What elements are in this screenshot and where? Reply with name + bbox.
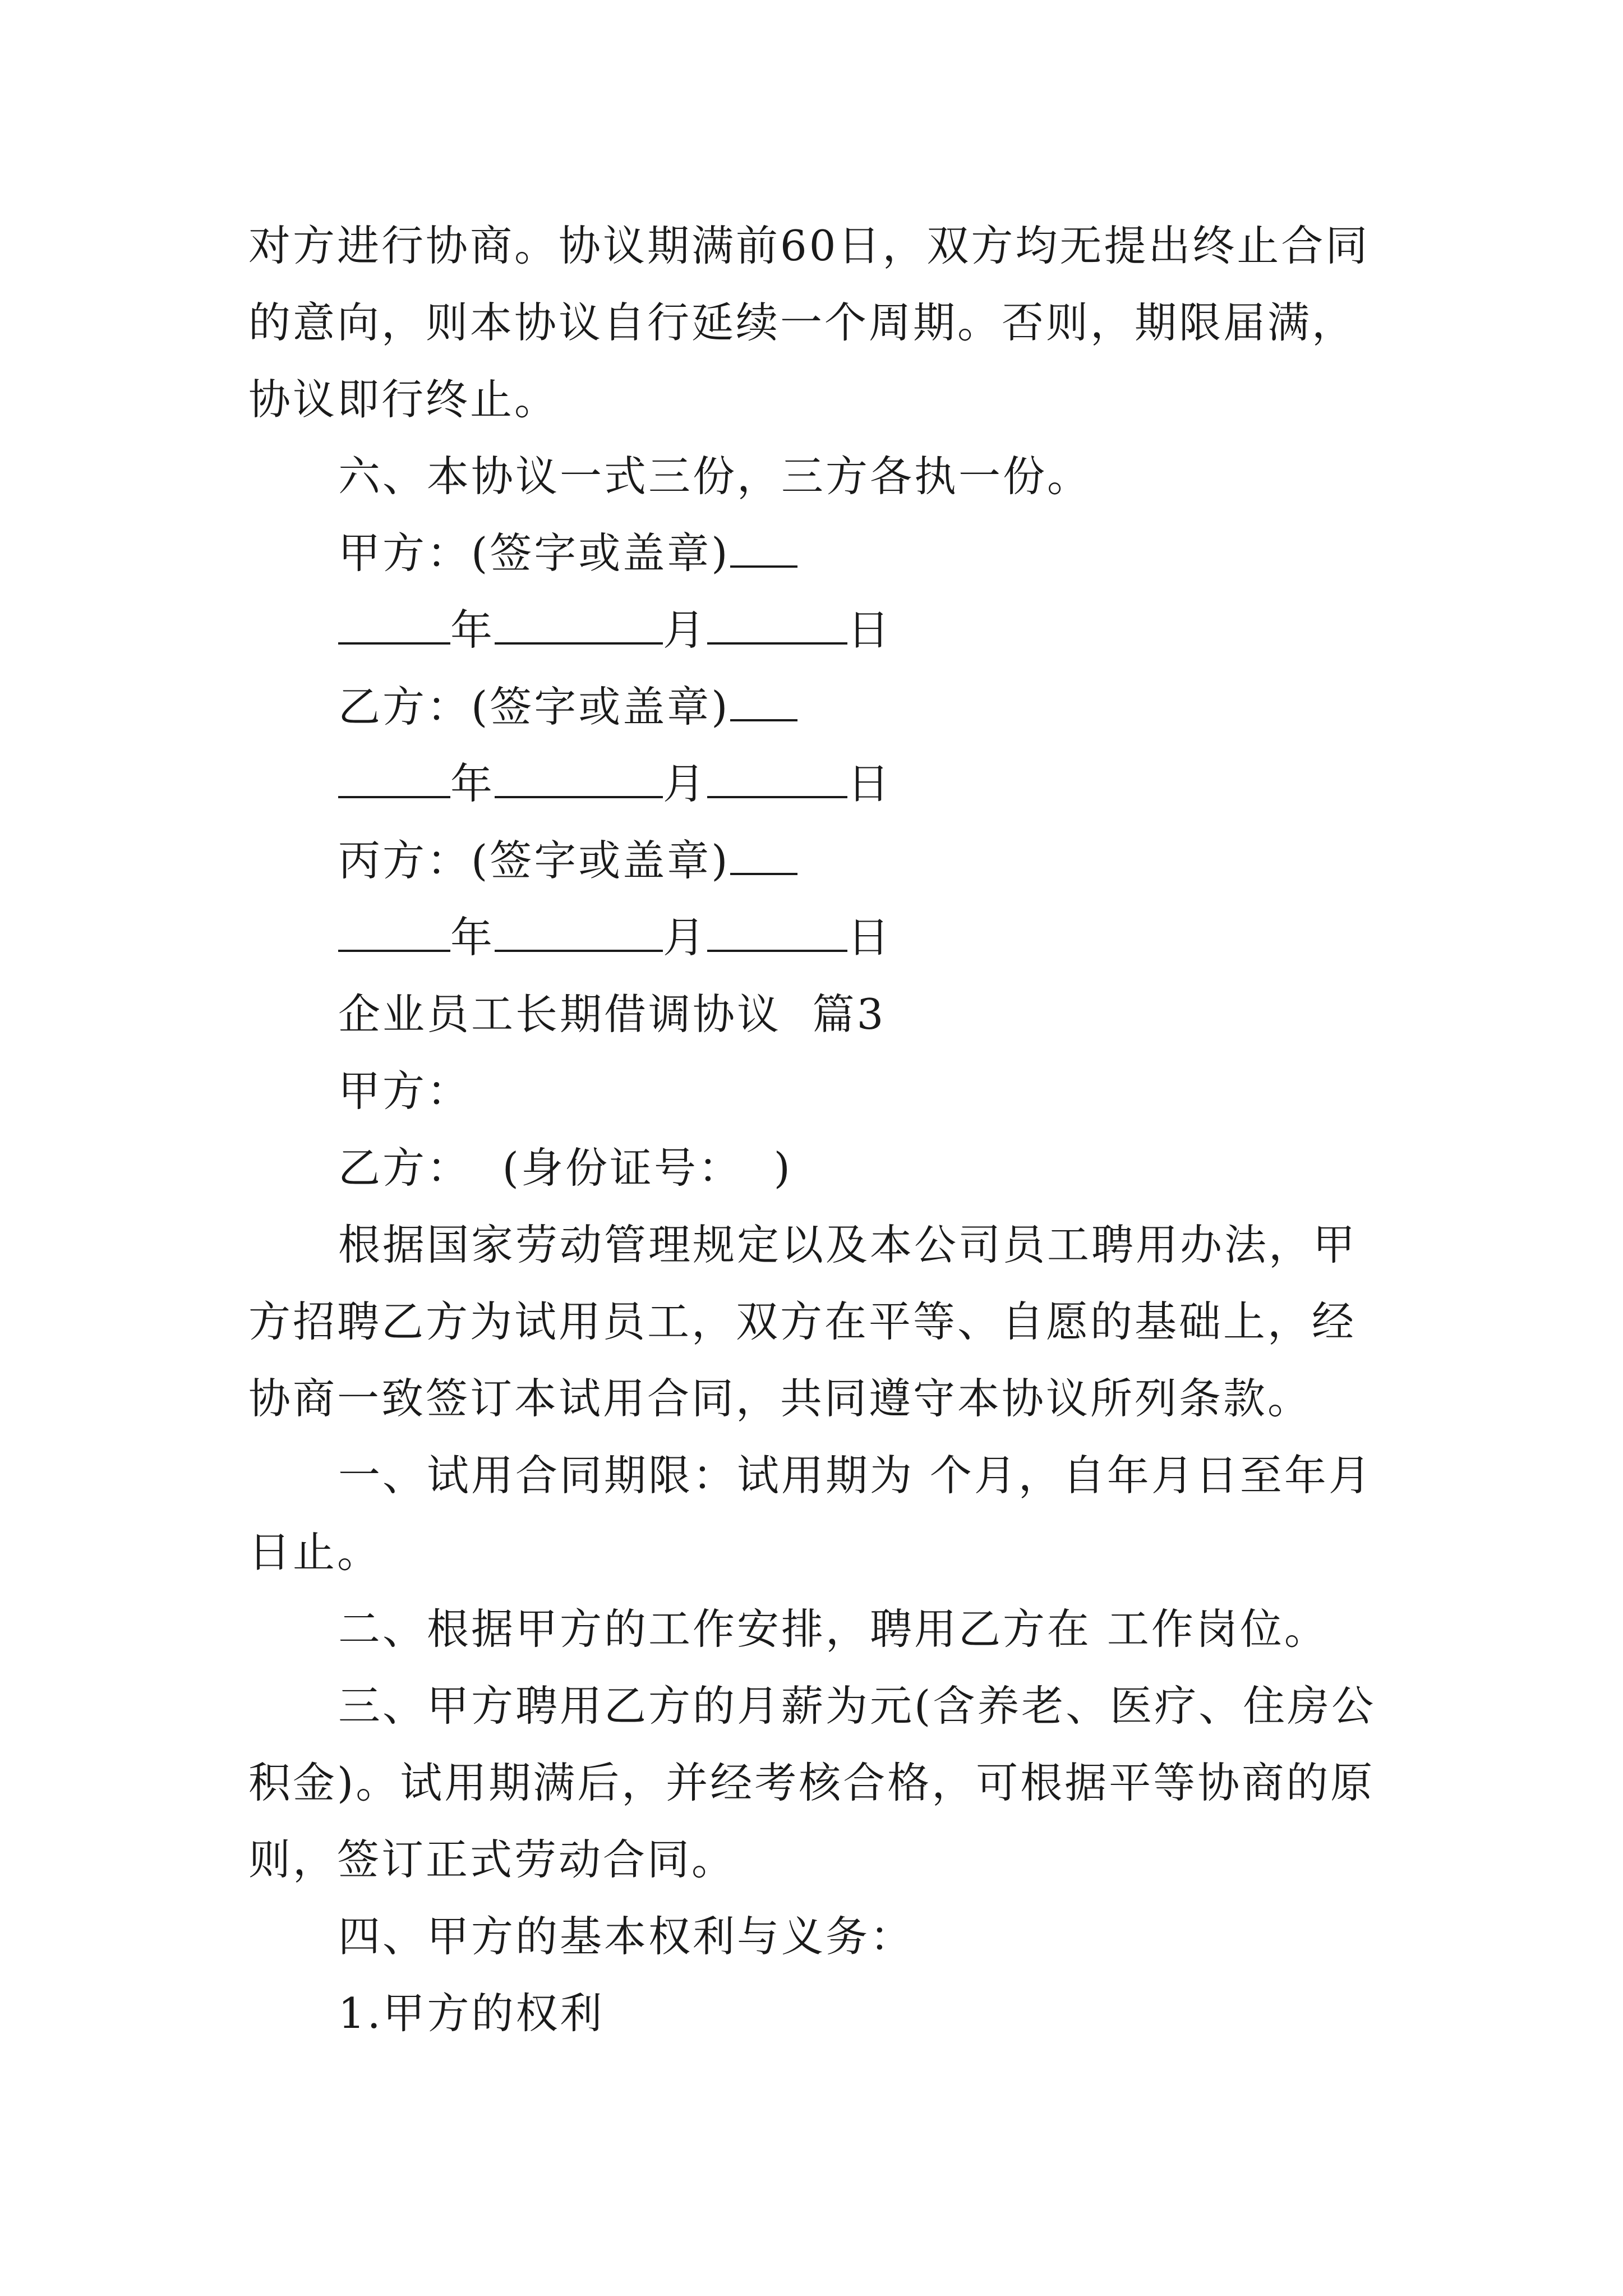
document-body bbox=[248, 208, 1387, 2052]
date-line-a bbox=[248, 592, 1387, 669]
day-blank bbox=[707, 909, 847, 952]
signature-party-b bbox=[248, 669, 1387, 746]
day-label: 日 bbox=[847, 759, 892, 808]
day-label: 日 bbox=[847, 913, 892, 962]
party-b-line: 乙方： (身份证号： ) bbox=[338, 1143, 792, 1193]
clause-4-1: 1.甲方的权利 bbox=[338, 1989, 605, 2038]
clause-2: 二、根据甲方的工作安排，聘用乙方在 工作岗位。 bbox=[338, 1604, 1329, 1654]
signature-blank bbox=[730, 679, 797, 721]
year-blank bbox=[338, 909, 450, 952]
signature-label: 乙方：(签字或盖章) bbox=[338, 682, 730, 731]
signature-party-a bbox=[248, 515, 1387, 592]
party-a-line: 甲方： bbox=[338, 1066, 472, 1116]
year-label: 年 bbox=[450, 913, 495, 962]
date-line-b bbox=[248, 746, 1387, 822]
paragraph-termination: 对方进行协商。协议期满前60日，双方均无提出终止合同的意向，则本协议自行延续一个周期。否则，期限届满，协议即行终止。 bbox=[248, 221, 1370, 424]
month-label: 月 bbox=[663, 605, 708, 655]
paragraph-preamble: 根据国家劳动管理规定以及本公司员工聘用办法，甲方招聘乙方为试用员工，双方在平等、自愿的基础上，经协商一致签订本试用合同，共同遵守本协议所列条款。 bbox=[248, 1220, 1358, 1423]
clause-1: 一、试用合同期限：试用期为 个月，自年月日至年月日止。 bbox=[248, 1451, 1373, 1577]
date-line-c bbox=[248, 899, 1387, 976]
signature-label: 甲方：(签字或盖章) bbox=[338, 528, 730, 578]
paragraph-copies: 六、本协议一式三份，三方各执一份。 bbox=[338, 452, 1092, 501]
clause-3: 三、甲方聘用乙方的月薪为元(含养老、医疗、住房公积金)。试用期满后，并经考核合格，可根据平等协商的原则，签订正式劳动合同。 bbox=[248, 1681, 1376, 1884]
day-blank bbox=[707, 602, 847, 645]
month-label: 月 bbox=[663, 913, 708, 962]
year-label: 年 bbox=[450, 759, 495, 808]
signature-blank bbox=[730, 525, 797, 568]
year-blank bbox=[338, 602, 450, 645]
month-blank bbox=[495, 909, 663, 952]
signature-label: 丙方：(签字或盖章) bbox=[338, 836, 730, 885]
section-title: 企业员工长期借调协议 篇3 bbox=[338, 990, 886, 1039]
signature-party-c bbox=[248, 822, 1387, 899]
year-blank bbox=[338, 756, 450, 798]
day-label: 日 bbox=[847, 605, 892, 655]
signature-blank bbox=[730, 832, 797, 875]
month-label: 月 bbox=[663, 759, 708, 808]
clause-4: 四、甲方的基本权利与义务： bbox=[338, 1912, 915, 1961]
month-blank bbox=[495, 602, 663, 645]
year-label: 年 bbox=[450, 605, 495, 655]
month-blank bbox=[495, 756, 663, 798]
day-blank bbox=[707, 756, 847, 798]
